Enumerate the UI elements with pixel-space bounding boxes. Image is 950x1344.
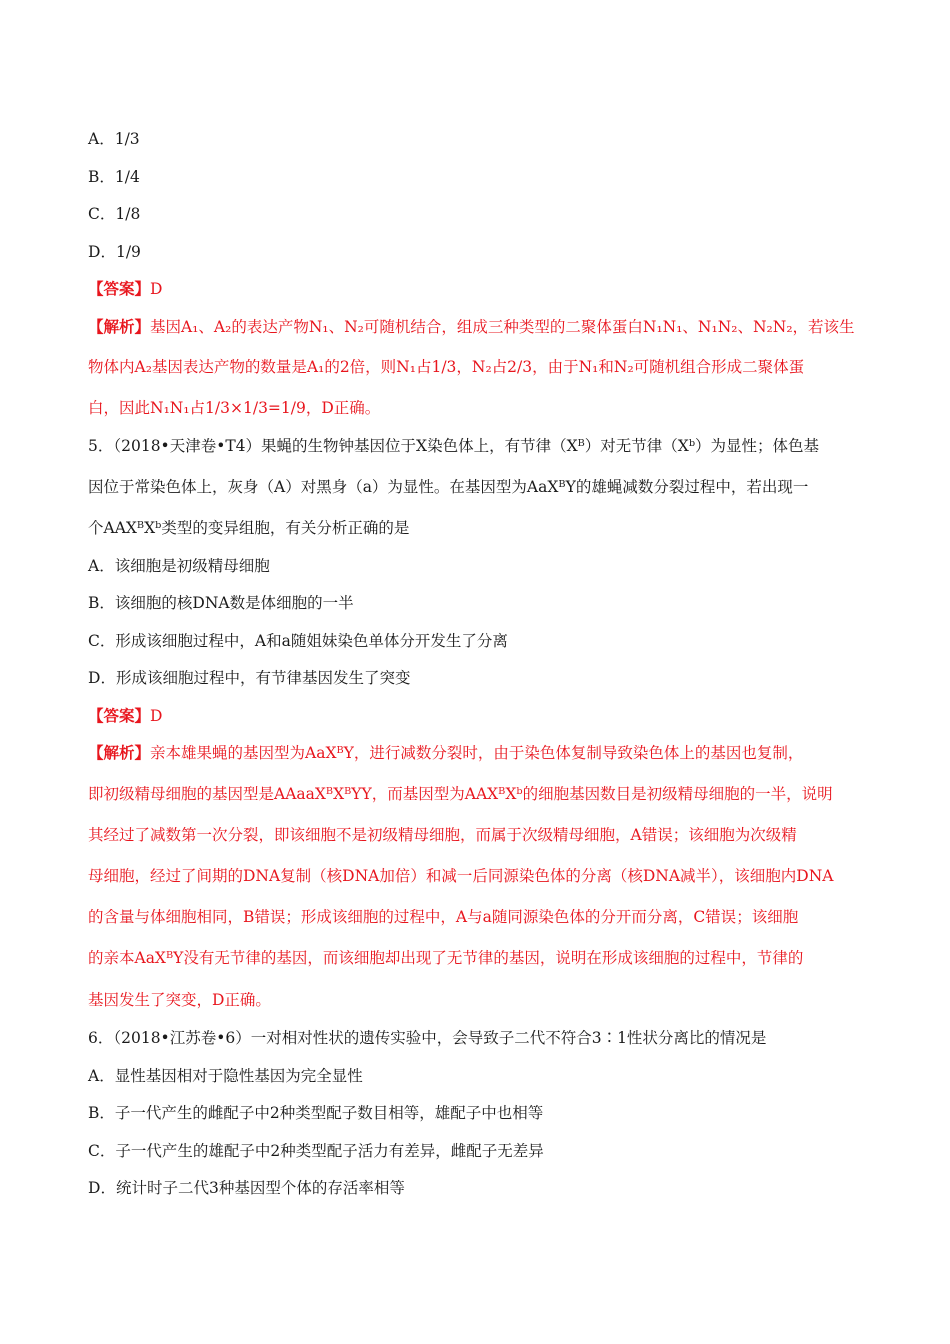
q4-analysis-line-2: 物体内A₂基因表达产物的数量是A₁的2倍，则N₁占1/3，N₂占2/3，由于N₁和N₂可随机组合形成二聚体蛋 <box>88 358 805 376</box>
q6-option-c: C．子一代产生的雄配子中2种类型配子活力有差异，雌配子无差异 <box>88 1142 544 1160</box>
q4-option-c: C．1/8 <box>88 205 141 223</box>
q5-analysis-line-4: 母细胞，经过了间期的DNA复制（核DNA加倍）和减一后同源染色体的分离（核DNA减半），该细胞内DNA <box>88 867 834 885</box>
q5-analysis-line-1: 【解析】亲本雄果蝇的基因型为AaXᴮY，进行减数分裂时，由于染色体复制导致染色体上的基因也复制， <box>88 743 804 762</box>
q5-stem-line-1: 5．（2018•天津卷•T4）果蝇的生物钟基因位于X染色体上，有节律（Xᴮ）对无节律（Xᵇ）为显性；体色基 <box>88 437 820 455</box>
q5-stem-line-2: 因位于常染色体上，灰身（A）对黑身（a）为显性。在基因型为AaXᴮY的雄蝇减数分裂过程中，若出现一 <box>88 478 809 496</box>
q6-option-a: A．显性基因相对于隐性基因为完全显性 <box>88 1067 363 1085</box>
q4-answer: 【答案】D <box>88 279 163 298</box>
q5-analysis-line-6: 的亲本AaXᴮY没有无节律的基因，而该细胞却出现了无节律的基因，说明在形成该细胞的过程中，节律的 <box>88 949 804 967</box>
q5-analysis-line-3: 其经过了减数第一次分裂，即该细胞不是初级精母细胞，而属于次级精母细胞，A错误；该细胞为次级精 <box>88 826 797 844</box>
q4-analysis-line-3: 白，因此N₁N₁占1/3×1/3=1/9，D正确。 <box>88 399 381 417</box>
q5-analysis-line-5: 的含量与体细胞相同，B错误；形成该细胞的过程中，A与a随同源染色体的分开而分离，C错误；该细胞 <box>88 908 799 926</box>
q5-analysis-line-7: 基因发生了突变，D正确。 <box>88 991 271 1009</box>
q5-option-a: A．该细胞是初级精母细胞 <box>88 557 270 575</box>
q5-analysis-line-2: 即初级精母细胞的基因型是AAaaXᴮXᴮYY，而基因型为AAXᴮXᵇ的细胞基因数目是初级精母细胞的一半，说明 <box>88 785 833 803</box>
q4-option-b: B．1/4 <box>88 168 140 186</box>
q5-answer: 【答案】D <box>88 706 163 725</box>
q4-analysis-line-1: 【解析】基因A₁、A₂的表达产物N₁、N₂可随机结合，组成三种类型的二聚体蛋白N₁N₁、N₁N₂、N₂N₂，若该生 <box>88 317 855 336</box>
q5-stem-line-3: 个AAXᴮXᵇ类型的变异组胞，有关分析正确的是 <box>88 519 410 537</box>
q5-option-c: C．形成该细胞过程中，A和a随姐妹染色单体分开发生了分离 <box>88 632 508 650</box>
q5-option-b: B．该细胞的核DNA数是体细胞的一半 <box>88 594 354 612</box>
q4-option-d: D．1/9 <box>88 243 141 261</box>
q6-stem: 6．（2018•江苏卷•6）一对相对性状的遗传实验中，会导致子二代不符合3∶1性状分离比的情况是 <box>88 1029 767 1047</box>
q5-option-d: D．形成该细胞过程中，有节律基因发生了突变 <box>88 669 411 687</box>
q6-option-b: B．子一代产生的雌配子中2种类型配子数目相等，雄配子中也相等 <box>88 1104 544 1122</box>
q4-option-a: A．1/3 <box>88 130 140 148</box>
q6-option-d: D．统计时子二代3种基因型个体的存活率相等 <box>88 1179 405 1197</box>
